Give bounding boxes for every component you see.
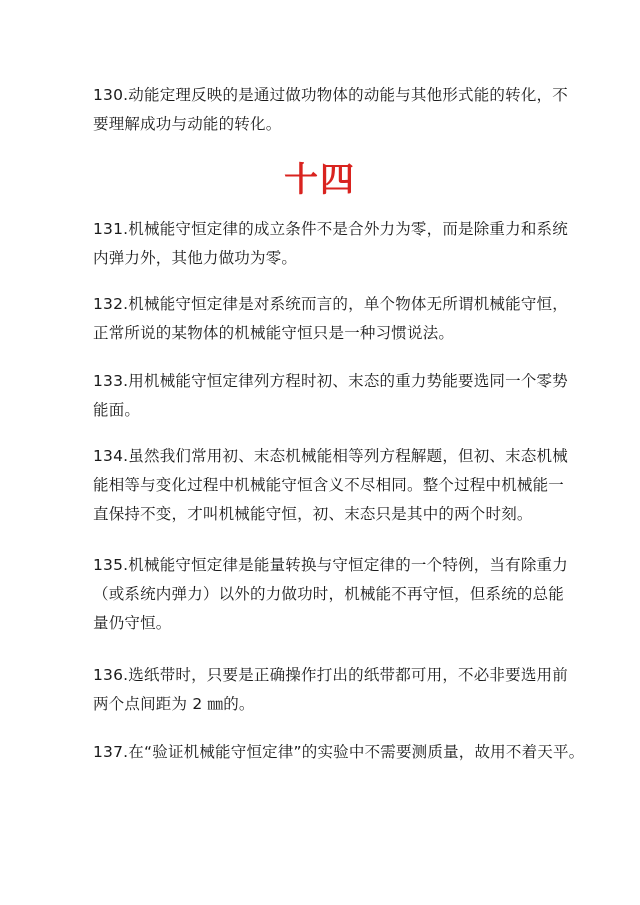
item-136 [93, 661, 568, 719]
item-135 [93, 551, 568, 638]
item-135-line-2: （或系统内弹力）以外的力做功时，机械能不再守恒，但系统的总能 [93, 585, 565, 603]
item-134-line-3: 直保持不变，才叫机械能守恒，初、末态只是其中的两个时刻。 [93, 505, 533, 523]
item-137 [93, 738, 585, 767]
item-131-line-1: 131.机械能守恒定律的成立条件不是合外力为零，而是除重力和系统 [93, 220, 568, 238]
item-131-line-2: 内弹力外，其他力做功为零。 [93, 249, 298, 267]
item-133-line-2: 能面。 [93, 401, 141, 419]
item-133 [93, 367, 568, 425]
item-134 [93, 442, 568, 529]
item-130-line-1: 130.动能定理反映的是通过做功物体的动能与其他形式能的转化，不 [93, 86, 568, 104]
item-132-line-2: 正常所说的某物体的机械能守恒只是一种习惯说法。 [93, 324, 455, 342]
item-137-line-1: 137.在“验证机械能守恒定律”的实验中不需要测质量，故用不着天平。 [93, 743, 585, 761]
item-132-line-1: 132.机械能守恒定律是对系统而言的，单个物体无所谓机械能守恒， [93, 295, 568, 313]
item-134-line-2: 能相等与变化过程中机械能守恒含义不尽相同。整个过程中机械能一 [93, 476, 565, 494]
item-133-line-1: 133.用机械能守恒定律列方程时初、末态的重力势能要选同一个零势 [93, 372, 568, 390]
item-130-line-2: 要理解成功与动能的转化。 [93, 115, 282, 133]
section-heading: 十四 [284, 160, 356, 200]
item-131 [93, 215, 568, 273]
item-134-line-1: 134.虽然我们常用初、末态机械能相等列方程解题，但初、末态机械 [93, 447, 568, 465]
item-136-line-1: 136.选纸带时，只要是正确操作打出的纸带都可用，不必非要选用前 [93, 666, 568, 684]
item-136-line-2: 两个点间距为 2 ㎜的。 [93, 695, 255, 713]
item-135-line-1: 135.机械能守恒定律是能量转换与守恒定律的一个特例，当有除重力 [93, 556, 568, 574]
item-135-line-3: 量仍守恒。 [93, 614, 172, 632]
item-132 [93, 290, 568, 348]
item-130 [93, 81, 568, 139]
